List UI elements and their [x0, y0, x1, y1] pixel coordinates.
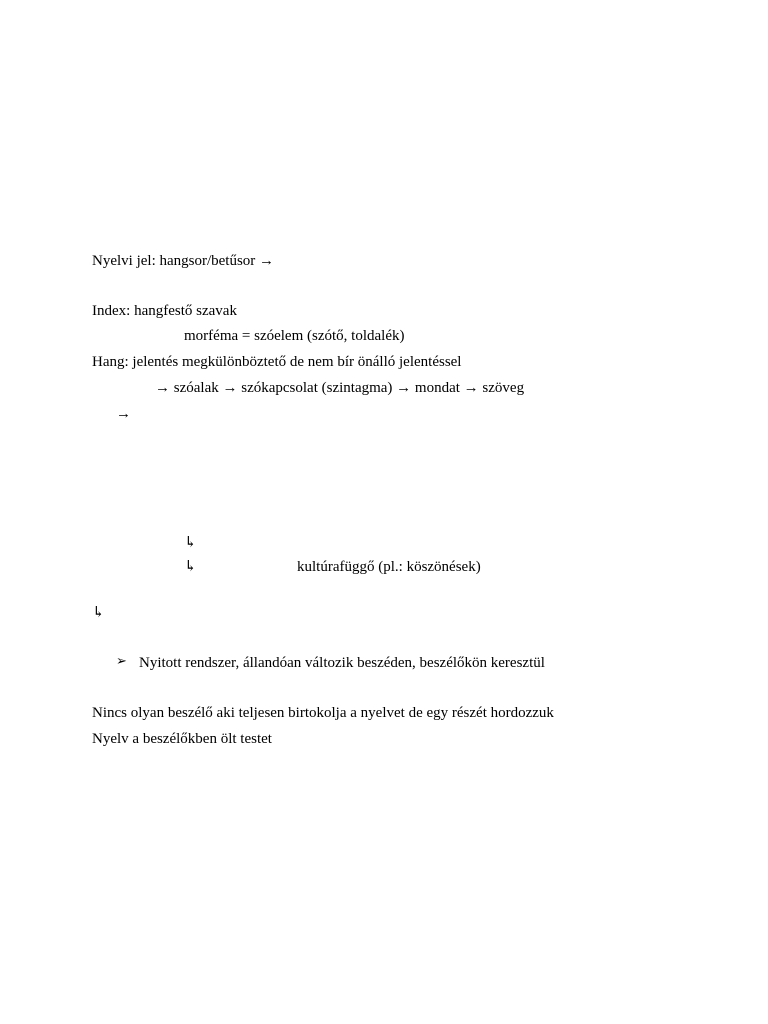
hook-arrow-icon: ↳ [92, 605, 105, 621]
bullet-text: Nyitott rendszer, állandóan változik beszéden, beszélőkön keresztül [139, 655, 545, 671]
nyelvi-jel-line: Nyelvi jel: hangsor/betűsor → [92, 253, 275, 269]
nyelv-line: Nyelv a beszélőkben ölt testet [92, 731, 272, 747]
hang-line: Hang: jelentés megkülönböztető de nem bír önálló jelentéssel [92, 354, 462, 370]
hierarchy-line: → szóalak → szókapcsolat (szintagma) → mondat → szöveg [155, 380, 525, 396]
hook-arrow-icon: ↳ [184, 535, 197, 551]
kulturafuggo-line: kultúrafüggő (pl.: köszönések) [297, 559, 481, 575]
hook-arrow-icon: ↳ [184, 559, 197, 575]
index-line: Index: hangfestő szavak [92, 303, 237, 319]
nincs-olyan-line: Nincs olyan beszélő aki teljesen birtokolja a nyelvet de egy részét hordozzuk [92, 705, 554, 721]
morfema-line: morféma = szóelem (szótő, toldalék) [184, 328, 405, 344]
arrowhead-bullet-icon: ➢ [116, 654, 127, 669]
right-arrow: → [116, 406, 131, 422]
